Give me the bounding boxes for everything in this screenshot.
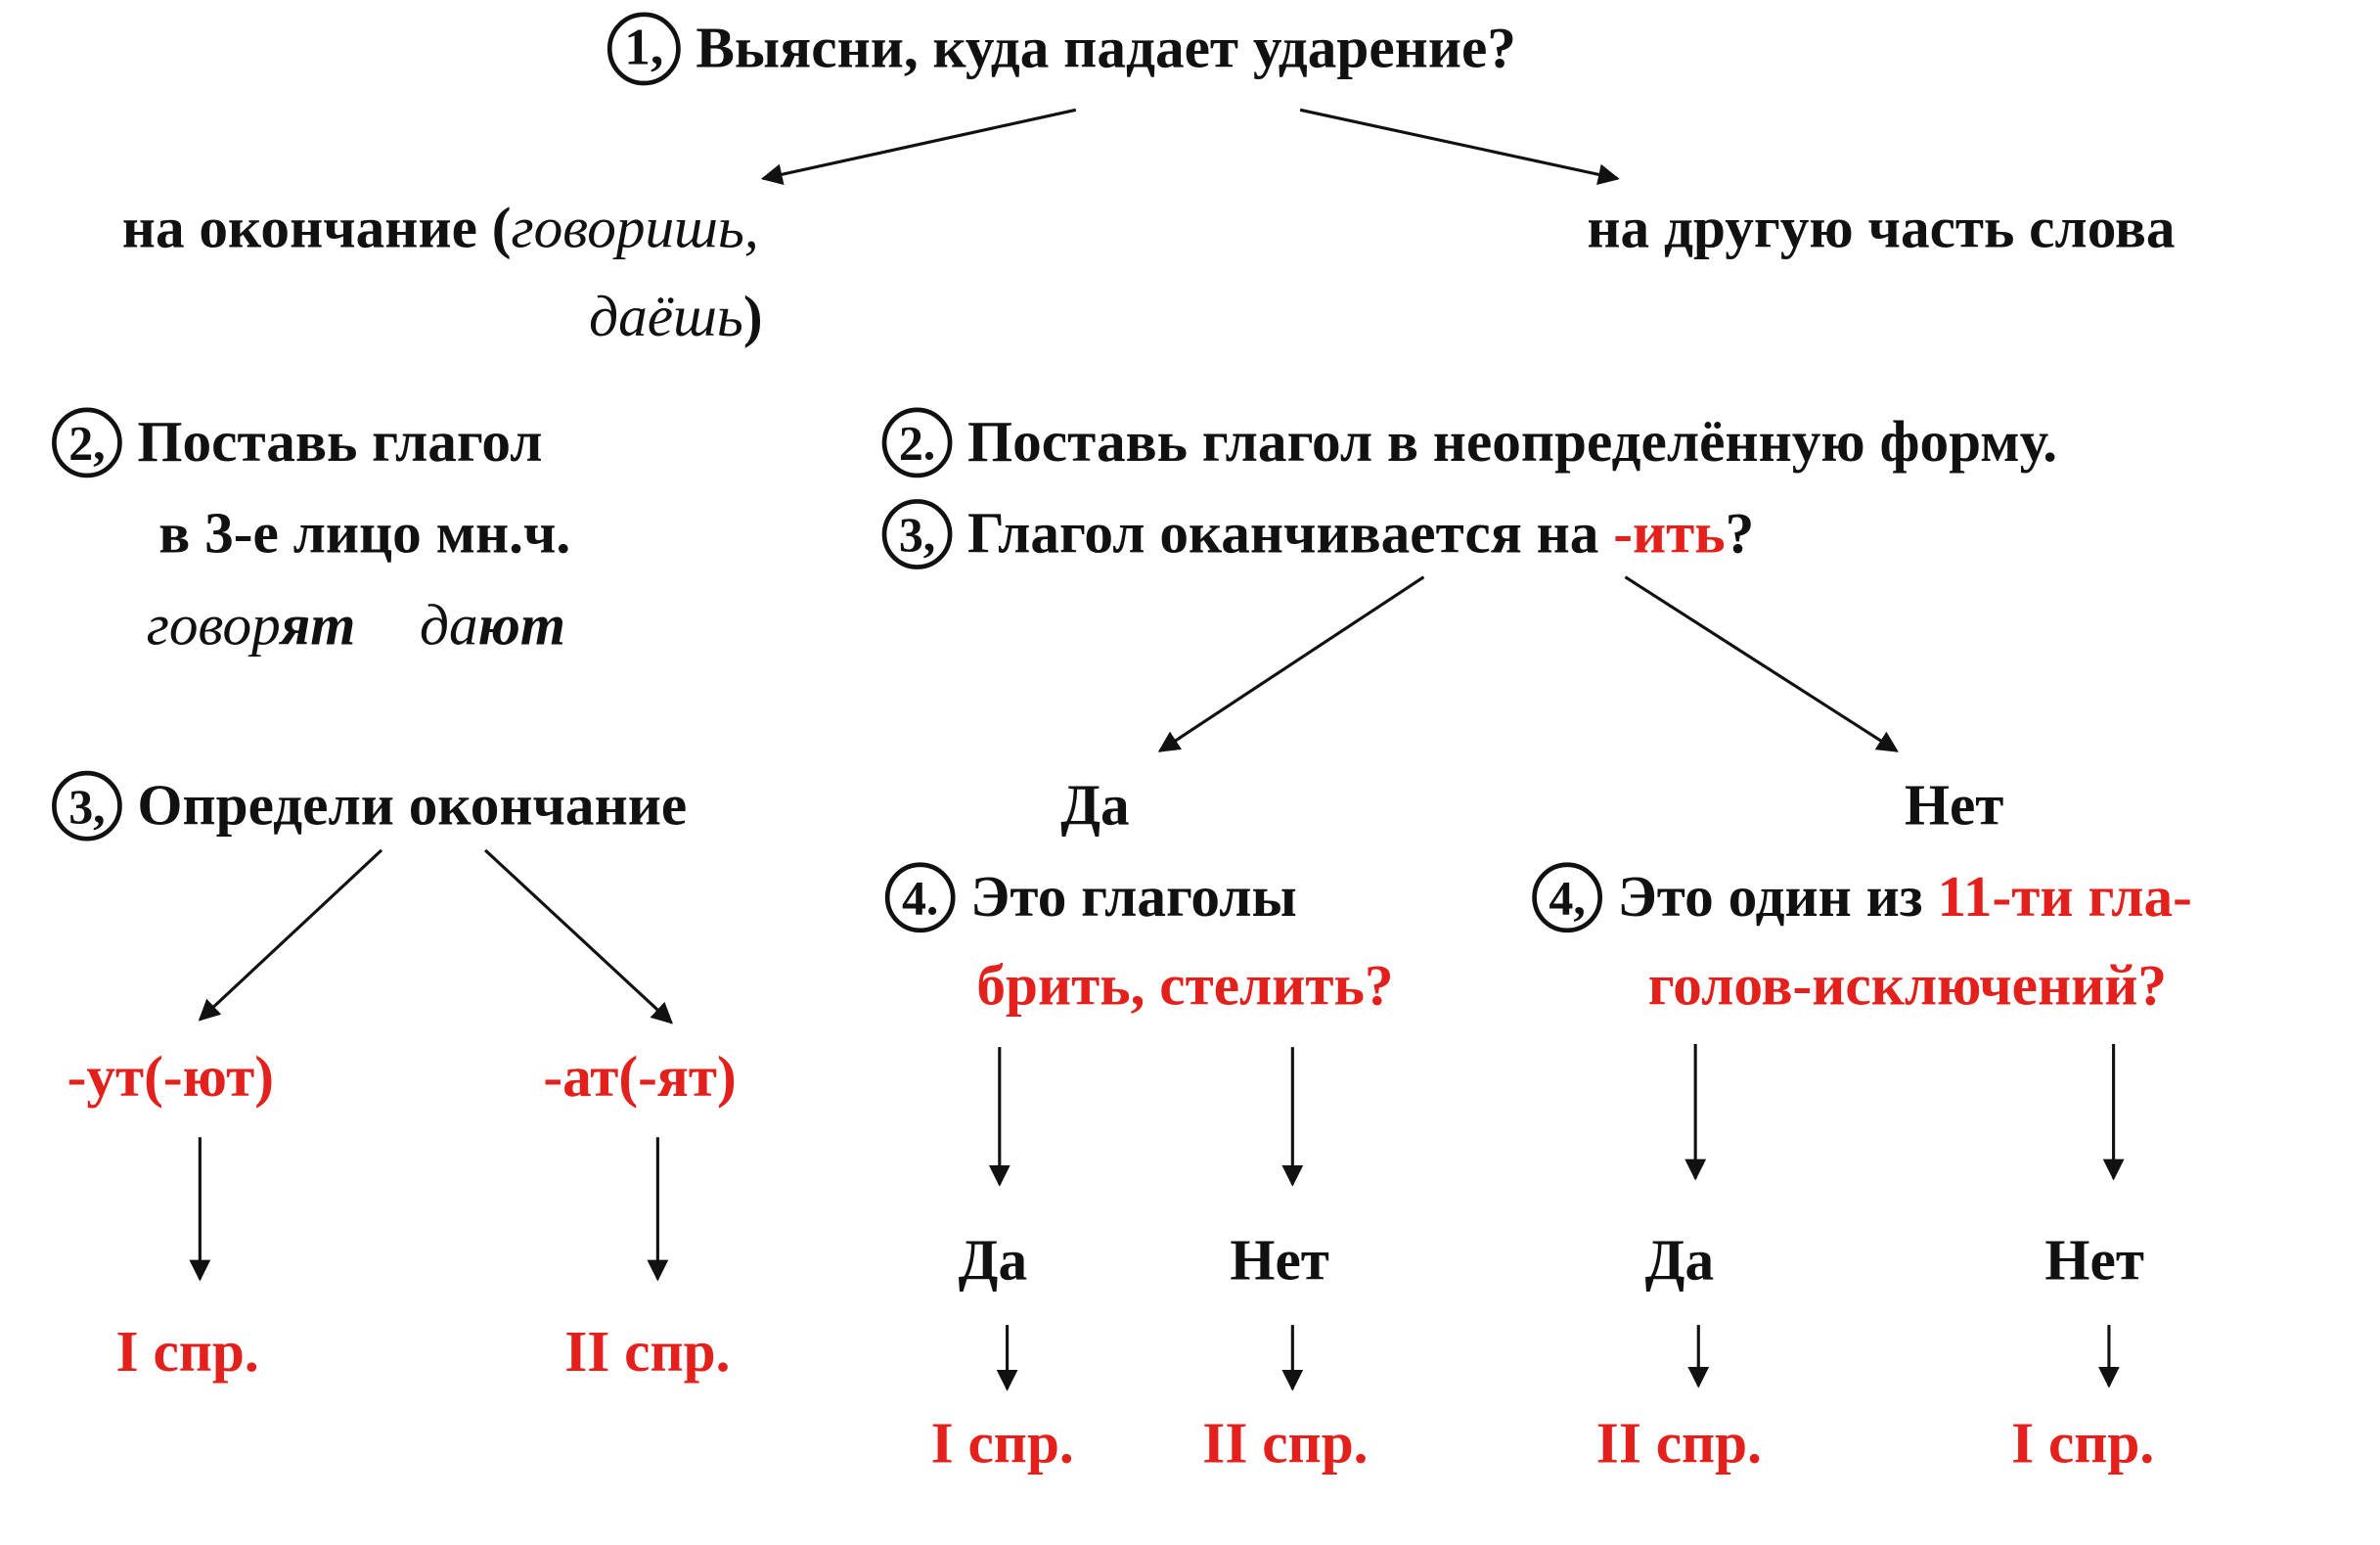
result-no-no: I спр. bbox=[2011, 1412, 2155, 1477]
right-step2-text: Поставь глагол в неопределённую форму. bbox=[967, 410, 2058, 476]
right-step2-number: 2. bbox=[882, 408, 953, 478]
left-step3-number: 3, bbox=[52, 771, 122, 841]
yes-step4 bbox=[885, 864, 1297, 937]
left-title-prefix: на окончание ( bbox=[121, 197, 512, 261]
right-step3-qmark: ? bbox=[1725, 502, 1755, 567]
right-branch-title: на другую часть слова bbox=[1587, 197, 2176, 261]
result-no-yes: II спр. bbox=[1595, 1412, 1762, 1477]
left-step2-line1: Поставь глагол bbox=[137, 410, 543, 476]
suffix-it: -ить bbox=[1613, 502, 1726, 567]
right-step2 bbox=[882, 409, 2057, 482]
left-step2-number: 2, bbox=[52, 408, 122, 478]
left-step2-examples bbox=[147, 592, 565, 659]
right-step3-text: Глагол оканчивается на bbox=[967, 502, 1614, 567]
ending-at-yat: -ат(-ят) bbox=[543, 1045, 737, 1111]
result-yes-no: II спр. bbox=[1202, 1412, 1369, 1477]
yes-step4-number: 4. bbox=[885, 863, 956, 933]
example-govorish: говоришь, bbox=[511, 197, 759, 261]
left-branch-title-line2 bbox=[589, 284, 762, 351]
arrow-to-yes bbox=[1160, 577, 1424, 751]
arrow-to-ending bbox=[763, 110, 1076, 178]
no-step4-line2: голов-исключений? bbox=[1647, 953, 2168, 1019]
no-step4-line1: Это один из bbox=[1617, 865, 1938, 931]
step1-number: 1, bbox=[607, 13, 681, 86]
left-title-close: ) bbox=[742, 285, 763, 350]
arrow-to-at bbox=[485, 850, 671, 1022]
yes-step4-line1: Это глаголы bbox=[970, 865, 1297, 931]
step1-question bbox=[607, 16, 1516, 91]
example-yat-ending: ят bbox=[280, 593, 356, 659]
ending-ut-yut: -ут(-ют) bbox=[67, 1045, 275, 1111]
yes-step4-verbs: брить, стелить? bbox=[976, 953, 1394, 1019]
left-step2-line2: в 3-е лицо мн.ч. bbox=[158, 502, 571, 567]
right-step3-number: 3, bbox=[882, 500, 953, 570]
example-govor-stem: говор bbox=[146, 593, 281, 659]
left-step3-text: Определи окончание bbox=[137, 773, 688, 839]
example-yut-ending: ют bbox=[477, 593, 565, 659]
yes-yes-answer: Да bbox=[958, 1228, 1028, 1294]
no-step4-eleven: 11-ти гла- bbox=[1937, 865, 2192, 931]
step1-text: Выясни, куда падает ударение? bbox=[696, 17, 1516, 81]
answer-no: Нет bbox=[1904, 773, 2004, 839]
result-yes-yes: I спр. bbox=[930, 1412, 1074, 1477]
arrow-to-other-part bbox=[1300, 110, 1617, 178]
example-dayosh: даёшь bbox=[589, 285, 743, 350]
arrow-to-ut bbox=[200, 850, 382, 1020]
no-step4 bbox=[1532, 864, 2192, 937]
no-step4-number: 4, bbox=[1532, 863, 1602, 933]
example-da-stem: да bbox=[419, 593, 478, 659]
arrow-to-no bbox=[1625, 577, 1897, 751]
answer-yes: Да bbox=[1060, 773, 1130, 839]
yes-no-answer: Нет bbox=[1230, 1228, 1329, 1294]
result-left-1: I спр. bbox=[115, 1320, 259, 1385]
result-left-2: II спр. bbox=[564, 1320, 731, 1385]
no-no-answer: Нет bbox=[2044, 1228, 2144, 1294]
no-yes-answer: Да bbox=[1644, 1228, 1715, 1294]
left-branch-title bbox=[122, 196, 759, 263]
left-step2 bbox=[52, 409, 542, 482]
right-step3 bbox=[882, 501, 1755, 574]
left-step3 bbox=[52, 772, 687, 845]
